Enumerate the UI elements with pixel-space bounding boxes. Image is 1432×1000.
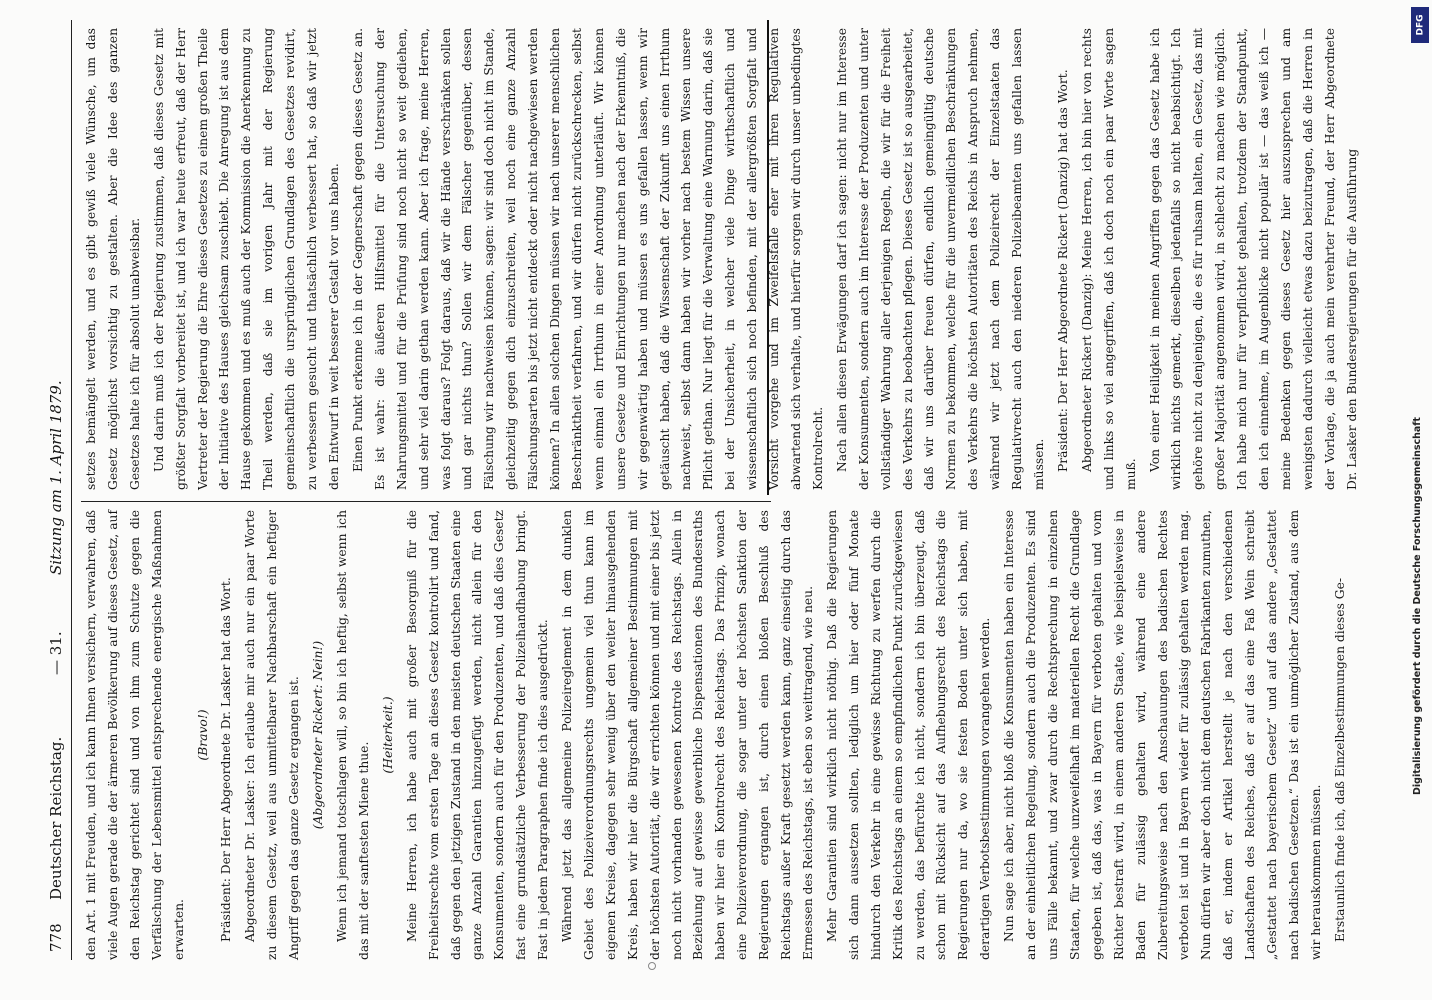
header-session: — 31. (47, 631, 65, 675)
page-number: 778 (47, 923, 65, 952)
interjection: (Heiterkeit.) (380, 696, 395, 774)
column-divider (81, 501, 771, 502)
interjection: (Bravo!) (195, 709, 210, 761)
header-publication: Deutscher Reichstag. (47, 736, 65, 900)
dfg-logo: DFG (1411, 7, 1429, 43)
paragraph: Einen Punkt erkenne ich in der Gegnerschaft gegen dieses Gesetz an. Es ist wahr: die äußeren Hilfsmittel für die Untersuchung der Nahrungsmittel und für die Prüfung sind noch nicht so weit gediehen, und sehr viel darin gethan werden kann. Aber ich frage, meine Herren, was folgt daraus? Folgt daraus, daß wir die Hände verschränken sollen und gar nichts thun? Sollen wir dem Fälscher gegenüber, dessen Fälschung wir nachweisen können, sagen: wir sind doch nicht im Stande, gleichzeitig gegen dich einzuschreiten, weil noch eine ganze Anzahl Fälschungsarten bis jetzt nicht entdeckt oder nicht nachgewiesen werden können? In allen solchen Dingen müssen wir nach unserer menschlichen Beschränktheit verfahren, und wir dürfen nicht zurückschrecken, selbst wenn einmal ein Irrthum in einer Anordnung unterläuft. Wir können unsere Gesetze und Einrichtungen nur machen nach der Erkenntniß, die wir gegenwärtig haben und müssen es uns gefallen lassen, wenn wir getäuscht haben, daß die Wissenschaft der Zukunft uns einen Irrthum nachweist, selbst dann haben wir vorher nach bestem Wissen unsere Pflicht gethan. Nur liegt für die Verwaltung eine Warnung darin, daß sie bei der Unsicherheit, in welcher viele Dinge wirthschaftlich und wissenschaftlich sich noch befinden, mit der allergrößten Sorgfalt und Vorsicht vorgehe und im Zweifelsfalle eher mit ihren Regulativen abwartend sich verhalte, und hierfür sorgen wir durch unser unbedingtes Kontrolrecht. (350, 28, 825, 490)
paragraph: den Art. 1 mit Freuden, und ich kann Ihnen versichern, verwahren, daß viele Augen gerade die der ärmeren Bevölkerung auf dieses Gesetz, auf den Reichstag gerichtet sind und von ihm zum Schutze gegen die Verfälschung der Lebensmittel entsprechende energische Maßnahmen erwarten. (84, 510, 186, 960)
paragraph: Wenn ich jemand totschlagen will, so bin ich heftig, selbst wenn ich das mit der sanftesten Miene thue. (334, 510, 371, 960)
paragraph: Erstaunlich finde ich, daß Einzelbestimmungen dieses Ge- (1332, 577, 1347, 942)
interjection: (Abgeordneter Rickert: Nein!) (311, 640, 326, 830)
paragraph: Nun sage ich aber, nicht bloß die Konsumenten haben ein Interesse an der einheitlichen Regelung, sondern auch die Produzenten. Es sind uns Fälle bekannt, und zwar durch die Rechtsprechung in einzelnen Staaten, für welche unzweifelhaft im materiellen Recht die Grundlage gegeben ist, daß das, was in Bayern für verboten gehalten und vom Richter bestraft wird, in einem anderen Staate, wie beispielsweise in Baden für zulässig gehalten wird, während eine andere Zubereitungsweise nach den Anschauungen des badischen Rechtes verboten ist und in Bayern wieder für zulässig gehalten werden mag. Nun dürfen wir aber doch nicht dem deutschen Fabrikanten zumuthen, daß er, indem er Artikel herstellt je nach den verschiedenen Landschaften des Reiches, daß er auf das eine Faß Wein schreibt „Gestattet nach bayerischem Gesetz“ und auf das andere „Gestattet nach badischen Gesetzen.“ Das ist ein unmöglicher Zustand, aus dem wir herauskommen müssen. (1002, 510, 1323, 960)
scan-speck (648, 962, 656, 970)
section-rule (767, 20, 769, 495)
paragraph: Nach allen diesen Erwägungen darf ich sagen: nicht nur im Interesse der Konsumenten, sondern auch im Interesse der Produzenten und unter vollständiger Wahrung aller derjenigen Regeln, die wir für die Freiheit des Verkehrs zu beobachten pflegen. Dieses Gesetz ist so ausgearbeitet, daß wir uns darüber freuen dürfen, endlich gemeingültig deutsche Normen zu bekommen, welche für die unvermeidlichen Beschränkungen des Verkehrs die höchsten Autoritäten des Reichs in Anspruch nehmen, während wir jetzt nach dem Polizeirecht der Einzelstaaten das Regulativrecht auch den niederen Polizeibeamten uns gefallen lassen müssen. (834, 28, 1046, 490)
digitization-credit: Digitalisierung gefördert durch die Deutsche Forschungsgemeinschaft (1412, 417, 1423, 795)
right-column (81, 28, 1359, 490)
digitization-sidebar (1409, 5, 1431, 995)
header-rule (71, 20, 72, 960)
running-header (45, 20, 67, 960)
paragraph-rickert: Abgeordneter Rickert (Danzig): Meine Herren, ich bin hier von rechts und links so viel angegriffen, daß ich doch noch ein paar Worte sagen muß. (1079, 28, 1138, 490)
paragraph: Von einer Heiligkeit in meinen Angriffen gegen das Gesetz habe ich wirklich nichts gemerkt, dieselben jedenfalls so nicht beabsichtigt. Ich gehöre nicht zu denjenigen, die es für ruhsam halten, ein Gesetz, das mit großer Majorität angenommen wird, in schlecht zu machen wie möglich. Ich habe mich nur für verpflichtet gehalten, trotzdem der Standpunkt, den ich einnehme, im Augenblicke nicht populär ist — das weiß ich — meine Bedenken gegen dieses Gesetz hier auszusprechen und am wenigsten dadurch vielleicht etwas dazu beizutragen, daß die Herren in der Vorlage, die ja auch mein verehrter Freund, der Herr Abgeordnete Dr. Lasker den Bundesregierungen für die Ausführung (1147, 28, 1359, 490)
paragraph-lasker: Abgeordneter Dr. Lasker: Ich erlaube mir auch nur ein paar Worte zu diesem Gesetz, weil aus unmittelbarer Nachbarschaft ein heftiger Angriff gegen das ganze Gesetz ergangen ist. (243, 510, 302, 960)
paragraph: setzes bemängelt werden, und es gibt gewiß viele Wünsche, um das Gesetz möglichst vorsichtig zu gestalten. Aber die Idee des ganzen Gesetzes halte ich für absolut unabweisbar. (84, 28, 142, 490)
paragraph: Mehr Garantien sind wirklich nicht nöthig. Daß die Regierungen sich dann aussetzen sollten, lediglich um hier oder fünf Monate hindurch den Verkehr in eine gewisse Richtung zu werfen durch die Kritik des Reichstags an einem so empfindlichen Punkt zurückgewiesen zu werden, das befürchte ich nicht, sondern ich bin überzeugt, daß schon mit Rücksicht auf das Aufhebungsrecht des Reichstags die Regierungen nur da, wo sie festen Boden unter sich haben, mit derartigen Verbotsbestimmungen vorangehen werden. (824, 510, 993, 960)
header-date: Sitzung am 1. April 1879. (47, 380, 65, 575)
rotated-page-content (45, 20, 1365, 960)
left-column (81, 510, 1351, 960)
paragraph: Während jetzt das allgemeine Polizeireglement in dem dunklen Gebiet des Polizeiverordnungsrechts ungemein viel thun kann im eigenen Kreise, dagegen sehr wenig über den weiter hinausgehenden Kreis, haben wir hier die Bürgschaft allgemeiner Bestimmungen mit der höchsten Autorität, die wir errichten können und mit einer bis jetzt noch nicht vorhanden gewesenen Kontrole des Reichstags. Allein in Beziehung auf gewisse gewerbliche Dispensationen des Bundesraths haben wir hier ein Kontrolrecht des Reichstags. Das Prinzip, wonach eine Polizeiverordnung, die sogar unter der höchsten Sanktion der Regierungen ergangen ist, durch einen bloßen Beschluß des Reichstags außer Kraft gesetzt werden kann, ganz einseitig durch das Ermessen des Reichstags, ist eben so weittragend, wie neu. (560, 510, 815, 960)
paragraph-president: Präsident: Der Herr Abgeordnete Dr. Lasker hat das Wort. (219, 577, 234, 942)
paragraph: Meine Herren, ich habe auch mit großer Besorgniß für die Freiheitsrechte vom ersten Tage an dieses Gesetz kontrolirt und fand, daß gegen den jetzigen Zustand in den meisten deutschen Staaten eine ganze Anzahl Garantien hinzugefügt werden, nicht allein für den Konsumenten, sondern auch für den Produzenten, und daß dies Gesetz fast eine grundsätzliche Verbesserung der Polizeihandhabung bringt. Fast in jedem Paragraphen finde ich dies ausgedrückt. (404, 510, 551, 960)
paragraph-president: Präsident: Der Herr Abgeordnete Rickert (Danzig) hat das Wort. (1055, 69, 1070, 472)
paragraph: Und darin muß ich der Regierung zustimmen, daß dieses Gesetz mit größter Sorgfalt vorbereitet ist, und ich war heute erfreut, daß der Herr Vertreter der Regierung die Ehre dieses Gesetzes zu einem großen Theile der Initiative des Hauses gleichsam zuschiebt. Die Anregung ist aus dem Hause gekommen und es muß auch der Kommission die Anerkennung zu Theil werden, daß sie im vorigen Jahr mit der Regierung gemeinschaftlich die ursprünglichen Grundlagen des Gesetzes revidirt, zu verbessern gesucht und thatsächlich verbessert hat, so daß wir jetzt den Entwurf in weit besserer Gestalt vor uns haben. (151, 28, 341, 490)
